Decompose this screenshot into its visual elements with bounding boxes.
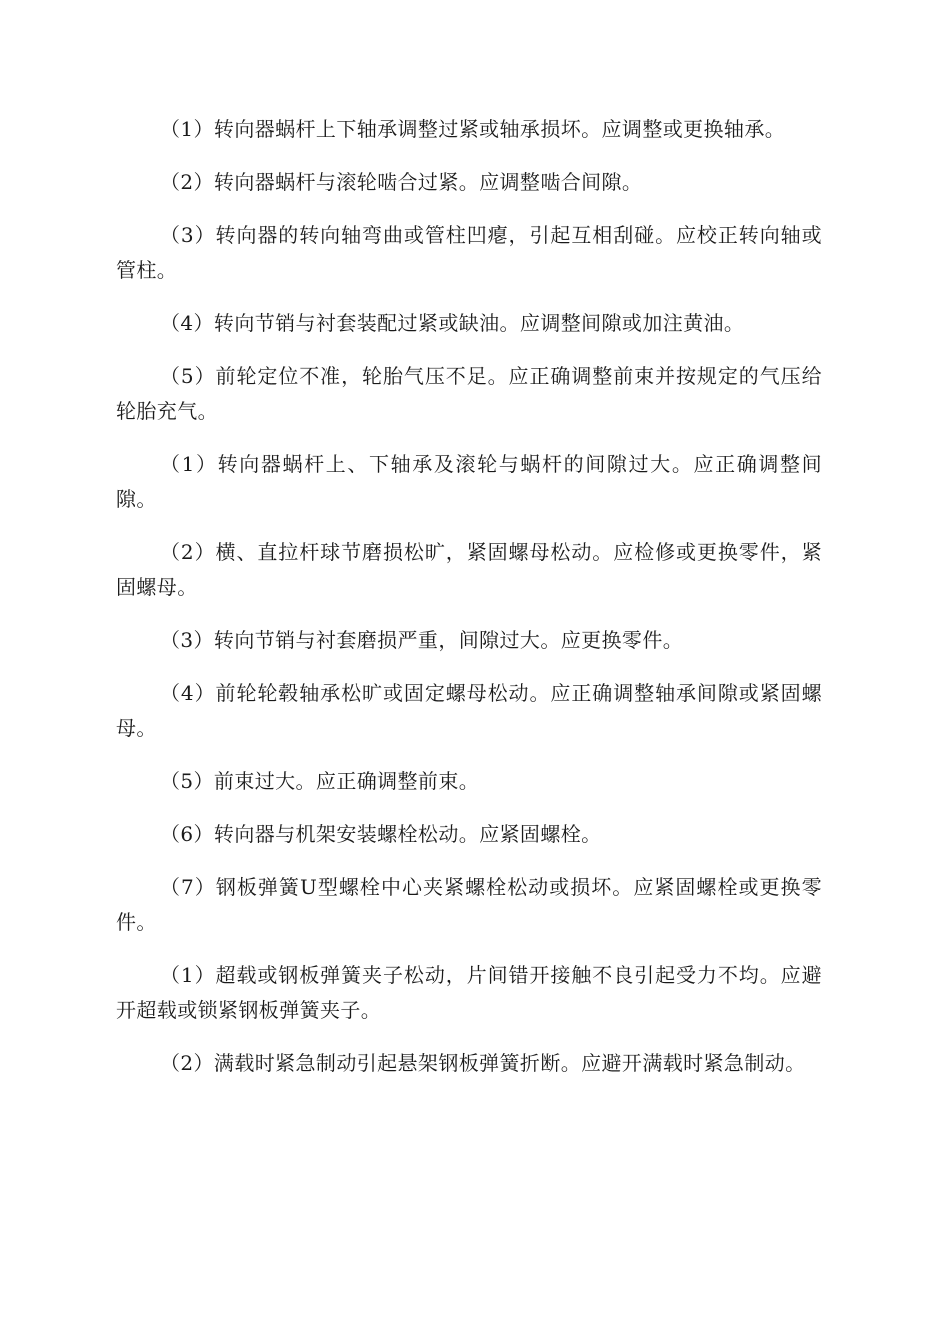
paragraph-steering-shaft-bent: （3）转向器的转向轴弯曲或管柱凹瘪，引起互相刮碰。应校正转向轴或管柱。 bbox=[116, 223, 822, 282]
paragraph-overload-leaf-spring: （1）超载或钢板弹簧夹子松动，片间错开接触不良引起受力不均。应避开超载或锁紧钢板弹簧夹子。 bbox=[116, 963, 822, 1022]
paragraph-wheel-alignment: （5）前轮定位不准，轮胎气压不足。应正确调整前束并按规定的气压给轮胎充气。 bbox=[116, 364, 822, 423]
paragraph-steering-mount-bolts: （6）转向器与机架安装螺栓松动。应紧固螺栓。 bbox=[160, 822, 602, 846]
paragraph-steering-bearing-tight: （1）转向器蜗杆上下轴承调整过紧或轴承损坏。应调整或更换轴承。 bbox=[160, 117, 786, 141]
paragraph-kingpin-bushing-worn: （3）转向节销与衬套磨损严重，间隙过大。应更换零件。 bbox=[160, 628, 684, 652]
paragraph-u-bolt-loose: （7）钢板弹簧U型螺栓中心夹紧螺栓松动或损坏。应紧固螺栓或更换零件。 bbox=[116, 875, 822, 934]
paragraph-emergency-braking: （2）满载时紧急制动引起悬架钢板弹簧折断。应避开满载时紧急制动。 bbox=[160, 1051, 806, 1075]
document-body bbox=[116, 112, 822, 1099]
paragraph-toe-in-large: （5）前束过大。应正确调整前束。 bbox=[160, 769, 480, 793]
paragraph-kingpin-bushing-tight: （4）转向节销与衬套装配过紧或缺油。应调整间隙或加注黄油。 bbox=[160, 311, 745, 335]
paragraph-tie-rod-ball-joint: （2）横、直拉杆球节磨损松旷，紧固螺母松动。应检修或更换零件，紧固螺母。 bbox=[116, 540, 822, 599]
paragraph-worm-roller-mesh-tight: （2）转向器蜗杆与滚轮啮合过紧。应调整啮合间隙。 bbox=[160, 170, 643, 194]
paragraph-hub-bearing-loose: （4）前轮轮毂轴承松旷或固定螺母松动。应正确调整轴承间隙或紧固螺母。 bbox=[116, 681, 822, 740]
paragraph-steering-clearance-large: （1）转向器蜗杆上、下轴承及滚轮与蜗杆的间隙过大。应正确调整间隙。 bbox=[116, 452, 822, 511]
